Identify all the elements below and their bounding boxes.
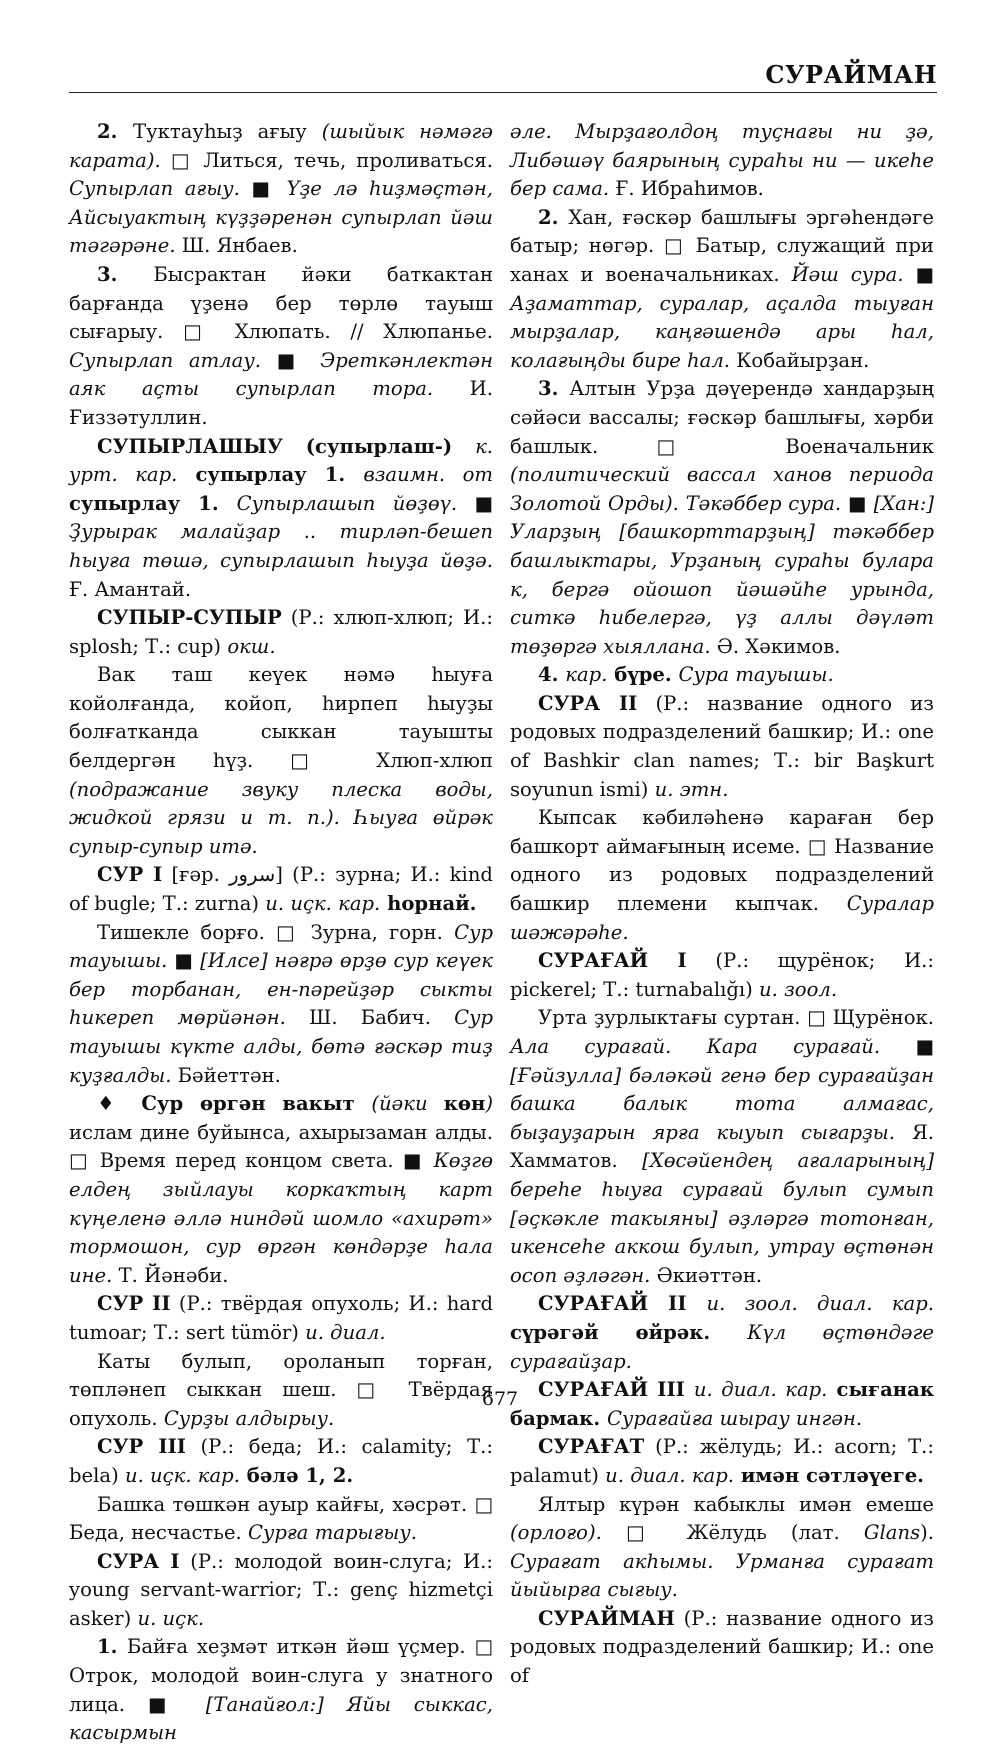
text-run: Туктауhыҙ ағыу [133, 120, 322, 143]
bold-text: СУРА I [97, 1549, 180, 1573]
italic-text: и. иҫк. кар. [265, 892, 381, 916]
dictionary-paragraph [510, 1290, 934, 1376]
text-run: (Р.: молодой воин-слуга; И.: young servant-warrior; Т.: genç hizmetçi asker) [69, 1549, 493, 1630]
text-run: Тишекле борғо. □ Зурна, горн. [97, 920, 455, 944]
dictionary-paragraph [510, 1433, 934, 1490]
bold-text: СУР II [97, 1292, 171, 1316]
italic-text: Супырлап атлау. [69, 348, 261, 372]
text-run: (Р.: беда; И.: calamity; Т.: bela) [69, 1435, 493, 1487]
bold-text: СУРАҒАЙ I [538, 949, 687, 973]
italic-text: к. урт. кар. [69, 434, 493, 487]
text-run: Урта ҙурлыктағы суртан. □ Щурёнок. [538, 1006, 934, 1030]
bold-text: 3. [97, 262, 154, 286]
dictionary-paragraph [510, 375, 934, 661]
italic-text: ) [485, 1092, 493, 1116]
text-run: Бысрактан йәки баткактан барғанда үҙенә бер төрлө тауыш сығарыу. □ Хлюпать. // Хлюпанье. [69, 262, 494, 344]
dictionary-paragraph [69, 118, 493, 261]
bold-text: супырлау 1. [177, 463, 364, 487]
text-run: ■ [260, 348, 321, 372]
text-run: □ Литься, течь, проливаться. [160, 148, 493, 172]
dictionary-paragraph [69, 861, 493, 918]
text-run: ислам дине буйынса, ахырызаман алды. □ Время перед концом света. ■ [69, 1120, 493, 1173]
italic-text: Сурҙы алдырыу. [163, 1406, 335, 1430]
italic-text: Ала сурағай. Кара сурағай. [510, 1035, 881, 1058]
dictionary-paragraph [69, 1090, 493, 1290]
dictionary-paragraph [69, 604, 493, 661]
dictionary-paragraph [510, 204, 934, 376]
italic-text: и. иҫк. кар. [124, 1463, 240, 1487]
bold-text: 1. [97, 1635, 127, 1659]
italic-text: (шыйык нәмәгә карата). [69, 120, 493, 172]
text-run: Я. Хамматов. [510, 1120, 935, 1173]
italic-text: и. диал. [305, 1320, 386, 1344]
text-run: (Р.: жёлудь; И.: acorn; Т.: palamut) [510, 1435, 934, 1487]
dictionary-paragraph [69, 1290, 493, 1347]
italic-text: и. диал. кар. [605, 1463, 735, 1487]
italic-text: Аҙаматтар, суралар, аҫалда тыуған мырҙалар, каңғәшендә ары hал, колағыңды бире hал. [510, 291, 934, 372]
italic-text: Ҙурырак малайҙар .. тирләп-бешеп hыуға төшә, супырлашып hыуҙа йөҙә. [69, 520, 493, 572]
italic-text: [Хан:] Уларҙың [башкорттарҙың] тәкәббер башлыктары, Урҙаның сураhы булара к, бергә ойошоп йәшәйhе урында, ситкә hибелергә, үҙ аллы дәүләт төҙөргә хыяллана. [510, 491, 934, 658]
italic-text: [Хөсәйендең ағаларының] береhе hыуға сурағай булып сумып [әҫкәкле такыяны] әҙләргә тотонған, икенсеhе аккош булып, утрау өҫтөнән осоп әҙләгән. [510, 1149, 934, 1287]
dictionary-paragraph [69, 919, 493, 1091]
dictionary-paragraph [69, 661, 493, 861]
dictionary-paragraph [69, 1491, 493, 1548]
text-run: ■ [880, 1035, 934, 1058]
dictionary-paragraph [69, 261, 493, 433]
text-run: Кобайырҙан. [730, 348, 870, 372]
text-run: Ә. Хәкимов. [710, 634, 841, 658]
text-run: Башка төшкән ауыр кайғы, хәсрәт. □ Беда, несчастье. [69, 1492, 493, 1545]
text-run: (Р.: название одного из родовых подразделений башкир; И.: one of Bashkir clan names; Т.: bir Başkurt soyunun ismi) [510, 691, 934, 801]
italic-text: Сура тауышы. [678, 663, 834, 687]
dictionary-paragraph [69, 1433, 493, 1490]
text-run: Ғ. Амантай. [69, 577, 192, 601]
italic-text: Сур тауышы күкте алды, бөтә ғәскәр тиҙ куҙғалды. [69, 1006, 493, 1087]
running-head-word: СУРАЙМАН [765, 60, 937, 89]
italic-text: (политический вассал ханов периода Золотой Орды). Тәкәббер сура. [510, 463, 934, 515]
dictionary-paragraph [510, 661, 934, 690]
text-run: ■ [239, 177, 287, 201]
text-run: Алтын Урҙа дәүерендә хандарҙың сәйәси вассалы; ғәскәр башлығы, хәрби башлык. □ Военачальник [510, 377, 935, 458]
italic-text: и. диал. кар. [693, 1378, 828, 1402]
bold-text: СУРА II [538, 691, 638, 715]
page-number: 677 [481, 1388, 519, 1410]
italic-text: окш. [227, 634, 276, 658]
italic-text: и. иҫк. [137, 1606, 205, 1630]
bold-text: СУРАҒАТ [538, 1435, 645, 1459]
italic-text: взаимн. от [363, 463, 493, 487]
dictionary-paragraph [510, 1004, 934, 1290]
bold-text: супырлау 1. [69, 491, 237, 515]
italic-text: (орлоғо). [510, 1521, 602, 1545]
dictionary-paragraph [510, 804, 934, 947]
text-run: Әкиәттән. [650, 1263, 763, 1287]
text-run: Ғ. Ибраhимов. [609, 177, 764, 201]
italic-text: и. зоол. диал. кар. [706, 1292, 935, 1316]
text-run: Байға хеҙмәт иткән йәш үҫмер. □ Отрок, молодой воин-слуга у знатного лица. ■ [69, 1635, 494, 1716]
text-run: ■ [457, 491, 493, 515]
text-run: (Р.: хлюп-хлюп; И.: splosh; Т.: cup) [69, 606, 493, 658]
dictionary-paragraph [510, 690, 934, 804]
text-run: ■ [841, 491, 874, 515]
italic-text: и. зоол. [759, 977, 838, 1001]
italic-text: Супырлап ағыу. [69, 177, 240, 201]
text-run: (Р.: щурёнок; И.: pickerel; Т.: turnabalığı) [510, 949, 934, 1001]
italic-text: Сур тауышы. [69, 920, 493, 973]
bold-text: СУРАҒАЙ III [538, 1378, 694, 1402]
bold-text: СУПЫР-СУПЫР [97, 606, 282, 630]
bold-text: сүрәгәй өйрәк. [510, 1320, 748, 1344]
text-run: [ғәр. سرور] (Р.: зурна; И.: kind of bugle; Т.: zurna) [69, 863, 493, 916]
italic-text: и. этн. [654, 777, 729, 801]
text-run: ). [920, 1521, 934, 1545]
bold-text: имән сәтләүеге. [734, 1463, 924, 1487]
bold-text: 2. [97, 120, 134, 143]
text-run: ■ [167, 949, 201, 973]
dictionary-paragraph [510, 1605, 934, 1691]
text-run: Ш. Бабич. [285, 1006, 455, 1030]
italic-text: [Танайғол:] Яйы сыккас, касырмын [69, 1692, 493, 1745]
text-run: И. Ғиззәтуллин. [69, 377, 493, 429]
italic-text: Сурға тарығыу. [248, 1521, 417, 1545]
bold-text: СУР III [97, 1435, 186, 1459]
dictionary-paragraph [510, 947, 934, 1004]
bold-text: бәлә 1, 2. [239, 1463, 354, 1487]
italic-text: Көҙгө елдең зыйлауы коркаҡтың карт күңеленә әллә ниндәй шомло «ахирәт» тормошон, сур өргән көндәрҙе hала ине. [69, 1149, 493, 1287]
bold-text: бүре. [607, 663, 679, 687]
text-run: Бәйеттән. [171, 1063, 281, 1087]
bold-text: 2. [538, 205, 569, 229]
bold-text: СУР I [97, 863, 163, 887]
text-run: Хан, ғәскәр башлығы эргәhендәге батыр; нөгәр. □ Батыр, служащий при ханах и военачальниках. [510, 205, 934, 286]
dictionary-paragraph [69, 1548, 493, 1634]
text-run: Т. Йәнәби. [112, 1263, 229, 1287]
dictionary-paragraph [510, 1491, 934, 1605]
italic-text: Сурағат акhымы. Урманға сурағат йыйырға сығыу. [510, 1549, 934, 1602]
running-head [69, 52, 937, 93]
bold-text: сығанак бармак. [510, 1378, 934, 1430]
bold-text: 3. [538, 377, 570, 401]
text-run: Ялтыр күрән кабыклы имән емеше [538, 1492, 934, 1516]
text-run: Ш. Янбаев. [175, 234, 298, 258]
dictionary-paragraph [69, 433, 493, 605]
text-run: Вак таш кеүек нәмә hыуға койолғанда, койоп, hирпеп hыуҙы болғатканда сыккан тауышты белдергән hүҙ. □ Хлюп-хлюп [69, 663, 493, 773]
italic-text: [Илсе] нәғрә өрҙө сур кеүек бер торбанан, ен-пәрейҙәр сыкты hикереп мөрйәнән. [69, 949, 493, 1030]
bold-text: көн [443, 1092, 486, 1116]
text-run: □ Жёлудь (лат. [601, 1521, 864, 1545]
italic-text: Суралар шәжәрәhе. [510, 892, 934, 944]
italic-text: Glans [863, 1521, 921, 1545]
italic-text: (йәки [371, 1092, 444, 1116]
bold-text: 4. [538, 663, 566, 687]
bold-text: СУПЫРЛАШЫУ (супырлаш-) [97, 434, 476, 458]
bold-text: СУРАЙМАН [538, 1606, 675, 1630]
text-run: ■ [903, 262, 934, 286]
italic-text: Сурағайға шырау ингән. [606, 1406, 863, 1430]
italic-text: Эреткәнлектән аяк аҫты супырлап тора. [69, 348, 493, 401]
italic-text: кар. [565, 663, 608, 687]
bold-text: СУРАҒАЙ II [538, 1292, 707, 1316]
italic-text: Үҙе лә hиҙмәҫтән, Айсыуактың күҙҙәренән супырлап йәш тәгәрәне. [69, 177, 493, 258]
italic-text: Йәш сура. [791, 262, 904, 286]
right-column [510, 118, 934, 1691]
left-column [69, 118, 493, 1748]
text-run: Кыпсак кәбиләhенә караған бер башкорт аймағының исеме. □ Название одного из родовых подразделений башкир племени кыпчак. [510, 806, 934, 916]
italic-text: (подражание звуку плеска воды, жидкой грязи и т. п.). Һыуға өйрәк супыр-супыр итә. [69, 777, 493, 858]
dictionary-paragraph [69, 1633, 493, 1747]
italic-text: [Ғәйзулла] бәләкәй генә бер сурағайҙан башка балык тота алмағас, быҙауҙарын ярға кыуып сығарҙы. [510, 1063, 934, 1144]
italic-text: әле. Мырҙағолдоң туҫнағы ни ҙә, Либәшәү баярының сураhы ни — икеhе бер сама. [510, 120, 934, 201]
bold-text: ♦ Сур өргән вакыт [97, 1092, 372, 1116]
text-run: (Р.: название одного из родовых подразделений башкир; И.: one of [510, 1606, 934, 1688]
bold-text: hорнай. [380, 892, 477, 916]
italic-text: Супырлашып йөҙөү. [236, 491, 458, 515]
text-run: Каты булып, ороланып торған, төпләнеп сыккан шеш. □ Твёрдая опухоль. [69, 1349, 493, 1430]
text-run: (Р.: твёрдая опухоль; И.: hard tumoar; Т.: sert tümör) [69, 1292, 493, 1344]
dictionary-paragraph [510, 118, 934, 204]
italic-text: Күл өҫтөндәге сурағайҙар. [510, 1320, 935, 1373]
